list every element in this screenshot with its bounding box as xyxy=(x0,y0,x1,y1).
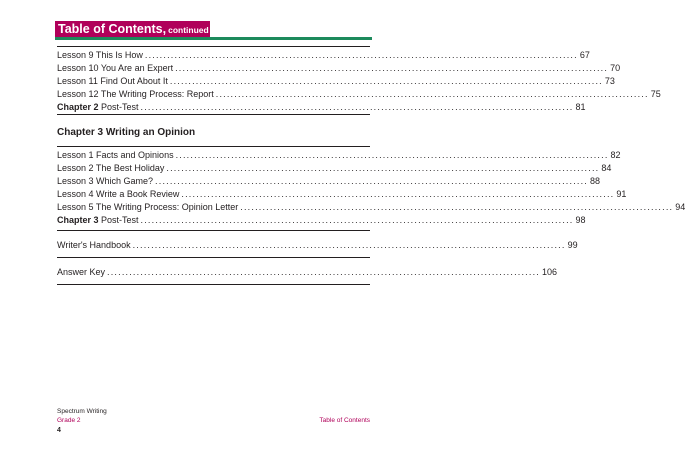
toc-entry[interactable] xyxy=(57,148,621,161)
toc-entry-label: Lesson 1 Facts and Opinions xyxy=(57,150,174,160)
toc-entry-label: Lesson 3 Which Game? xyxy=(57,176,154,186)
post-test-label: Post-Test xyxy=(98,215,139,225)
divider xyxy=(57,284,370,285)
section-title-continued: continued xyxy=(168,25,209,35)
toc-entry-label: Lesson 9 This Is How xyxy=(57,50,143,60)
header-rule xyxy=(55,37,372,40)
divider xyxy=(57,46,370,47)
leader-dots: ..................................................................................................................... xyxy=(169,76,603,86)
toc-entry-page: 82 xyxy=(610,150,621,160)
leader-dots: ..................................................................................................................... xyxy=(166,163,600,173)
divider xyxy=(57,146,370,147)
toc-entry[interactable] xyxy=(57,87,661,100)
footer-section-name: Table of Contents xyxy=(319,417,370,424)
leader-dots: ..................................................................................................................... xyxy=(155,176,589,186)
toc-entry[interactable] xyxy=(57,61,621,74)
toc-entry[interactable] xyxy=(57,200,685,213)
toc-entry[interactable] xyxy=(57,213,586,226)
toc-entry-answer-key[interactable] xyxy=(57,265,558,278)
leader-dots: ..................................................................................................................... xyxy=(175,63,609,73)
toc-entry-label: Lesson 5 The Writing Process: Opinion Letter xyxy=(57,202,239,212)
toc-entry-page: 73 xyxy=(604,76,615,86)
toc-entry-page: 75 xyxy=(650,89,661,99)
leader-dots: ..................................................................................................................... xyxy=(215,89,649,99)
toc-entry-label: Lesson 2 The Best Holiday xyxy=(57,163,165,173)
divider xyxy=(57,230,370,231)
toc-entry[interactable] xyxy=(57,100,586,113)
divider xyxy=(57,114,370,115)
toc-entry-label: Lesson 10 You Are an Expert xyxy=(57,63,174,73)
toc-entry-page: 88 xyxy=(590,176,601,186)
footer-grade: Grade 2 xyxy=(57,417,81,424)
footer-book-title: Spectrum Writing xyxy=(57,408,107,415)
toc-entry-page: 81 xyxy=(575,102,586,112)
toc-entry-label xyxy=(57,215,139,226)
toc-entry[interactable] xyxy=(57,48,590,61)
toc-entry-handbook[interactable] xyxy=(57,238,578,251)
toc-entry-page: 106 xyxy=(542,267,558,277)
chapter-label: Chapter 2 xyxy=(57,102,99,112)
toc-entry[interactable] xyxy=(57,187,627,200)
toc-entry-page: 84 xyxy=(601,163,612,173)
leader-dots: ..................................................................................................................... xyxy=(175,150,609,160)
section-title: Table of Contents, xyxy=(58,22,167,36)
chapter-label: Chapter 3 xyxy=(57,215,99,225)
toc-entry-page: 99 xyxy=(567,240,578,250)
page-number: 4 xyxy=(57,427,61,434)
leader-dots: ..................................................................................................................... xyxy=(132,240,566,250)
section-title-banner xyxy=(55,21,210,37)
toc-entry-page: 67 xyxy=(579,50,590,60)
leader-dots: ..................................................................................................................... xyxy=(181,189,615,199)
toc-entry-label: Lesson 12 The Writing Process: Report xyxy=(57,89,214,99)
leader-dots: ..................................................................................................................... xyxy=(140,215,574,225)
toc-entry-label xyxy=(57,102,139,113)
toc-entry[interactable] xyxy=(57,74,615,87)
toc-entry-page: 70 xyxy=(610,63,621,73)
toc-entry-page: 94 xyxy=(675,202,685,212)
leader-dots: ..................................................................................................................... xyxy=(144,50,578,60)
toc-entry-page: 98 xyxy=(575,215,586,225)
toc-entry-label: Lesson 11 Find Out About It xyxy=(57,76,168,86)
toc-entry-page: 91 xyxy=(616,189,627,199)
toc-entry[interactable] xyxy=(57,174,601,187)
leader-dots: ..................................................................................................................... xyxy=(240,202,674,212)
toc-entry-label: Answer Key xyxy=(57,267,106,277)
toc-entry-label: Writer's Handbook xyxy=(57,240,131,250)
toc-entry-label: Lesson 4 Write a Book Review xyxy=(57,189,180,199)
leader-dots: ..................................................................................................................... xyxy=(107,267,540,277)
chapter-heading: Chapter 3 Writing an Opinion xyxy=(57,127,196,138)
divider xyxy=(57,257,370,258)
leader-dots: ..................................................................................................................... xyxy=(140,102,574,112)
post-test-label: Post-Test xyxy=(98,102,139,112)
toc-entry[interactable] xyxy=(57,161,612,174)
